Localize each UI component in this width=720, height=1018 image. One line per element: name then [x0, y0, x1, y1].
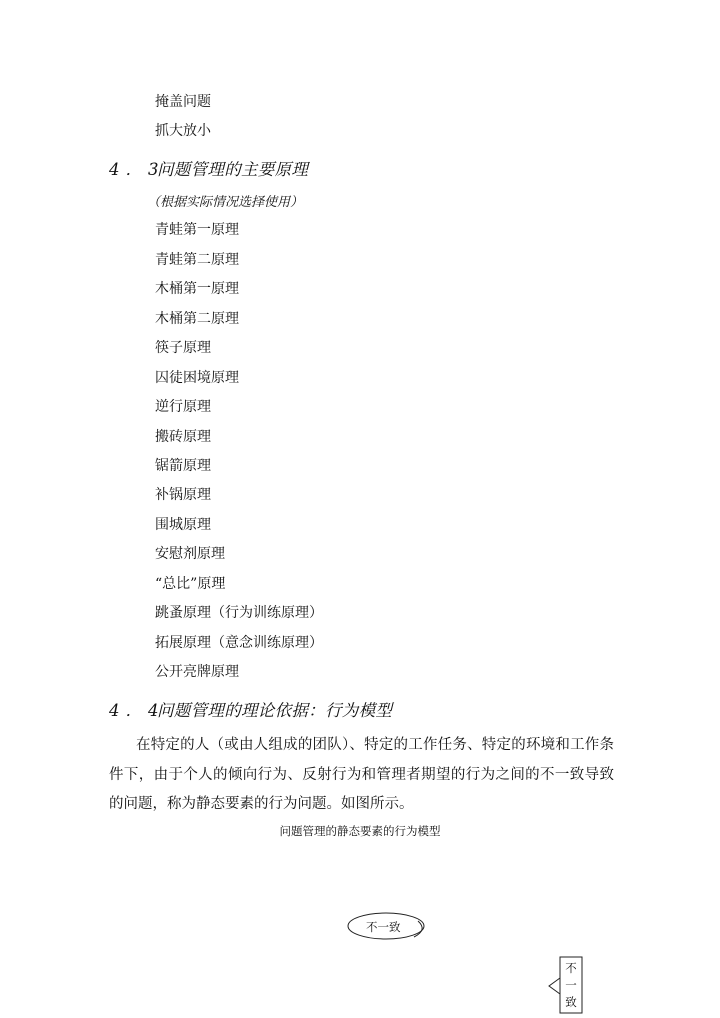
- vertical-label: [562, 960, 580, 1011]
- body-paragraph: 在特定的人（或由人组成的团队）、特定的工作任务、特定的环境和工作条件下，由于个人的倾向行为、反射行为和管理者期望的行为之间的不一致导致的问题，称为静态要素的行为问题。如图所示。: [109, 737, 614, 812]
- section-note: （根据实际情况选择使用）: [147, 195, 304, 210]
- principle-item: 搬砖原理: [155, 429, 211, 445]
- section-number: 4．3: [109, 160, 165, 179]
- principle-item: 跳蚤原理（行为训练原理）: [155, 605, 323, 621]
- principle-item: 青蛙第二原理: [155, 252, 239, 268]
- vertical-char: 一: [565, 978, 577, 992]
- vertical-char: 不: [565, 961, 577, 975]
- list-item: 抓大放小: [155, 123, 211, 139]
- principle-item: “总比”原理: [155, 576, 226, 592]
- principle-item: 木桶第二原理: [155, 311, 239, 327]
- principle-item: 公开亮牌原理: [155, 664, 239, 680]
- figure-caption: 问题管理的静态要素的行为模型: [279, 824, 441, 838]
- principle-item: 补锅原理: [155, 487, 211, 503]
- principle-item: 筷子原理: [155, 340, 211, 356]
- principle-item: 拓展原理（意念训练原理）: [155, 635, 323, 651]
- principle-item: 木桶第一原理: [155, 281, 239, 297]
- principle-item: 囚徒困境原理: [155, 370, 239, 386]
- principle-item: 围城原理: [155, 517, 211, 533]
- vertical-char: 致: [565, 995, 577, 1009]
- section-title: 问题管理的理论依据：行为模型: [157, 701, 393, 720]
- principle-item: 青蛙第一原理: [155, 222, 239, 238]
- list-item: 掩盖问题: [155, 94, 211, 110]
- section-title: 问题管理的主要原理: [157, 160, 309, 179]
- principle-item: 逆行原理: [155, 399, 211, 415]
- arrow-left-icon: [549, 978, 560, 994]
- callout-label: 不一致: [366, 920, 401, 934]
- section-number: 4．4: [109, 701, 165, 720]
- principle-item: 安慰剂原理: [155, 546, 225, 562]
- principle-item: 锯箭原理: [155, 458, 211, 474]
